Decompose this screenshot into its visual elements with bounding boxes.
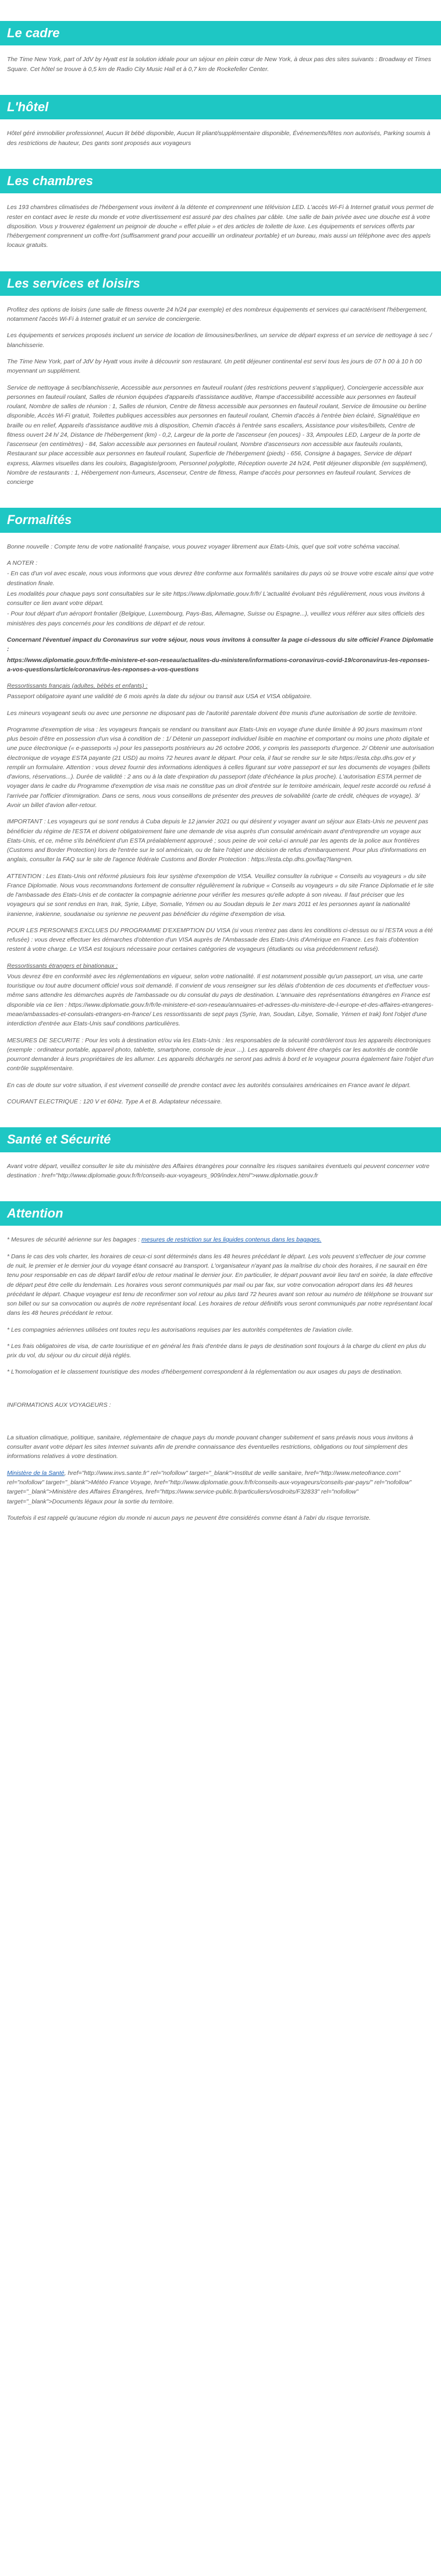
services-paragraph-3: The Time New York, part of JdV by Hyatt vous invite à découvrir son restaurant. Un petit déjeuner continental est servi tous les jours de 07 h 00 à 10 h 00 moyennant un supplément. bbox=[7, 358, 422, 375]
hotel-paragraph: Hôtel géré immobilier professionnel, Aucun lit bébé disponible, Aucun lit pliant/supplémentaire disponible, Événements/fêtes non autorisés, Parking soumis à des restrictions de hauteur, Des gants sont proposés aux voyageurs bbox=[7, 130, 431, 147]
formalites-etrangers-heading: Ressortissants étrangers et binationaux : bbox=[7, 962, 118, 969]
formalites-important-cuba: IMPORTANT : Les voyageurs qui se sont rendus à Cuba depuis le 12 janvier 2021 ou qui désirent y voyager avant un séjour aux Etats-Unis ne peuvent pas bénéficier du régime de l'ESTA et doivent obligatoirement faire une demande de visa auprès d'un consulat américain avant d'entreprendre un voyage aux Etats-Unis, et ce, même s'ils bénéficient d'un ESTA préalablement approuvé ; sous peine de voir celui-ci annulé par les agents de la police aux frontières (Customs and Border Protection) lors de l'entrée sur le sol américain, ou de faire l'objet une décision de refus d'embarquement. Pour plus d'informations en anglais, consulter la FAQ sur le site de l'agence fédérale Customs and Border Protection : https://esta.cbp.dhs.gov/faq?lang=en. bbox=[7, 818, 428, 864]
section-title-formalites: Formalités bbox=[0, 508, 441, 532]
formalites-coronavirus-link: https://www.diplomatie.gouv.fr/fr/le-ministere-et-son-reseau/actualites-du-ministere/informations-coronavirus-covid-19/coronavirus-les-reponses-a-vos-questions/article/coronavirus-les-reponses-a-vos-questions bbox=[7, 656, 430, 673]
attention-compagnies: * Les compagnies aériennes utilisées ont toutes reçu les autorisations requises par les autorités compétentes de l'aviation civile. bbox=[7, 1326, 353, 1333]
formalites-mineurs: Les mineurs voyageant seuls ou avec une personne ne disposant pas de l'autorité parentale doivent être munis d'une autorisation de sortie de territoire. bbox=[7, 709, 418, 717]
chambres-paragraph: Les 193 chambres climatisées de l'hébergement vous invitent à la détente et comprennent une télévision LED. L'accès Wi-Fi à Internet gratuit vous permet de rester en contact avec le reste du monde et votre divertissement est assuré par des chaînes par câble. Une salle de bain privée avec une douche est à votre disposition. Vous y trouverez également un peignoir de douche « effet pluie » et des articles de toilette de luxe. Les équipements et services offerts par l'hébergement comprennent un coffre-fort (suffisamment grand pour accueillir un ordinateur portable) et un bureau, mais aussi un téléphone avec des appels locaux gratuits. bbox=[7, 204, 434, 249]
section-title-services: Les services et loisirs bbox=[0, 271, 441, 296]
section-title-chambres: Les chambres bbox=[0, 169, 441, 193]
attention-bagages-prefix: * Mesures de sécurité aérienne sur les bagages : bbox=[7, 1236, 142, 1244]
attention-sites-rest: , href="http://www.invs.sante.fr" rel="nofollow" target="_blank">Institut de veille sanitaire, href="http://www.meteofrance.com" rel="nofollow" target="_blank">Météo France Voyage, href="http://www.diplomatie.gouv.fr/fr/conseils-aux-voyageurs/conseils-par-pays/" rel="nofollow" target="_blank">Ministère des Affaires Étrangères, href="https://www.service-public.fr/particuliers/vosdroits/F32833" rel="nofollow" target="_blank">Documents légaux pour la sortie du territoire. bbox=[7, 1469, 412, 1505]
liquides-restriction-link[interactable]: mesures de restriction sur les liquides contenus dans les bagages. bbox=[141, 1236, 322, 1244]
formalites-paragraph-1: Bonne nouvelle : Compte tenu de votre nationalité française, vous pouvez voyager librement aux Etats-Unis, quel que soit votre schéma vaccinal. bbox=[7, 543, 400, 550]
services-paragraph-2: Les équipements et services proposés incluent un service de location de limousines/berlines, un service de départ express et un service de nettoyage à sec / blanchisserie. bbox=[7, 332, 432, 349]
formalites-note-aeroport: - Pour tout départ d'un aéroport frontalier (Belgique, Luxembourg, Pays-Bas, Allemagne, Suisse ou Espagne...), veuillez vous référer aux sites officiels des ministères des pays concernés pour les conditions de départ et de retour. bbox=[7, 610, 425, 627]
attention-bagages bbox=[7, 1235, 434, 1244]
formalites-mesures-securite: MESURES DE SECURITE : Pour les vols à destination et/ou via les Etats-Unis : les responsables de la sécurité contrôleront tous les appareils électroniques (exemple : ordinateur portable, appareil photo, tablette, smartphone, console de jeux ...). Les appareils doivent être chargés car les autorités de contrôle pourront demander à leurs propriétaires de les allumer. Les appareils déchargés ne seront pas admis à bord et le voyageur pourra également faire l'objet d'un contrôle supplémentaire. bbox=[7, 1036, 434, 1073]
section-services bbox=[0, 271, 441, 487]
attention-frais-obligatoires: * Les frais obligatoires de visa, de carte touristique et en général les frais d'entrée dans le pays de destination sont toujours à la charge du client en plus du prix du vol, du séjour ou du circuit déjà réglés. bbox=[7, 1342, 426, 1360]
formalites-doute: En cas de doute sur votre situation, il est vivement conseillé de prendre contact avec les autorités consulaires américaines en France avant le départ. bbox=[7, 1081, 411, 1089]
sante-paragraph: Avant votre départ, veuillez consulter le site du ministère des Affaires étrangères pour connaître les risques sanitaires éventuels qui peuvent concerner votre destination : href="http://www.diplomatie.gouv.fr/fr/conseils-aux-voyageurs_909/index.html">www.diplomatie.gouv.fr bbox=[7, 1162, 430, 1179]
formalites-courant-electrique: COURANT ELECTRIQUE : 120 V et 60Hz. Type A et B. Adaptateur nécessaire. bbox=[7, 1098, 222, 1105]
formalites-personnes-exclues: POUR LES PERSONNES EXCLUES DU PROGRAMME D'EXEMPTION DU VISA (si vous n'entrez pas dans les conditions ci-dessus ou si l'ESTA vous a été refusée) : vous devez effectuer les démarches d'obtention d'un VISA auprès de l'Ambassade des Etats-Unis d'Amérique en France. Les frais d'obtention restent à votre charge. Le VISA est toujours nécessaire pour certaines catégories de voyageurs (étudiants ou visa précédemment refusé). bbox=[7, 926, 433, 953]
formalites-etrangers-text: Vous devrez être en conformité avec les réglementations en vigueur, selon votre nationalité. Il est notamment possible qu'un passeport, un visa, une carte touristique ou tout autre document officiel vous soit demandé. Il convient de vous renseigner sur les délais d'obtention de ces documents et d'effectuer vous-même sans attendre les démarches auprès de l'ambassade ou du consulat du pays de destination. L'annuaire des représentations étrangères en France est disponible via ce lien : https://www.diplomatie.gouv.fr/fr/le-ministere-et-son-reseau/annuaires-et-adresses-du-ministere-de-l-europe-et-des-affaires-etrangeres-meae/ambassades-et-consulats-etrangers-en-france/ Les ressortissants de sept pays (Syrie, Iran, Soudan, Libye, Somalie, Yémen et Irak) font l'objet d'une interdiction d'entrée aux Etats-Unis sauf conditions particulières. bbox=[7, 972, 433, 1028]
ministere-sante-link[interactable]: Ministère de la Santé bbox=[7, 1469, 65, 1477]
formalites-note-escale: - En cas d'un vol avec escale, nous vous informons que vous devrez être conforme aux formalités sanitaires du pays où se trouve votre escale ainsi que votre destination finale. bbox=[7, 570, 434, 587]
formalites-attention-reforme: ATTENTION : Les Etats-Unis ont réformé plusieurs fois leur système d'exemption de VISA. Veuillez consulter la rubrique « Conseils au voyageurs » du site France Diplomatie. Nous vous recommandons fortement de consulter régulièrement la rubrique « Conseils au voyageurs » du site France Diplomatie et le site de l'ambassade des Etats-Unis et de contacter la compagnie aérienne pour vérifier les mesures qu'elle adopte à son niveau. Il faut préciser que les voyageurs qui se sont rendus en Iran, Irak, Syrie, Libye, Somalie, Yémen ou au Soudan depuis le 1er mars 2011 et les personnes ayant la nationalité iranienne, irakienne, soudanaise ou syrienne ne peuvent pas bénéficier du régime d'exemption de visa. bbox=[7, 872, 434, 918]
formalites-programme-exemption: Programme d'exemption de visa : les voyageurs français se rendant ou transitant aux Etats-Unis en voyage d'une durée limitée à 90 jours maximum n'ont plus besoin d'être en possession d'un visa à condition de : 1/ Détenir un passeport individuel lisible en machine et comportant ou moins une photo digitale et une puce électronique (« e-passeports ») pour les passeports postérieurs au 26 octobre 2006, y compris les passeports d'urgence. 2/ Obtenir une autorisation électronique de voyage ESTA payante (21 USD) au moins 72 heures avant le départ. Pour cela, il faut se rendre sur le site https://esta.cbp.dhs.gov et y remplir un formulaire. Attention : vous devez fournir des informations identiques à celles figurant sur votre passeport et sur les documents de voyages (billets d'avions, réservations...). Durée de validité : 2 ans ou à la date d'expiration du passeport (date d'échéance la plus proche). L'autorisation ESTA permet de voyager dans le cadre du Programme d'exemption de visa mais ne constitue pas un droit d'entrée sur le territoire américain, lequel reste accordé ou refusé à l'arrivée par l'officier d'immigration. Dans ce sens, nous vous conseillons de présenter des preuves de solvabilité (carte de crédit, chèques de voyage). 3/ Avoir un billet d'avion aller-retour. bbox=[7, 726, 434, 809]
formalites-note-modalites: Les modalités pour chaque pays sont consultables sur le site https://www.diplomatie.gouv.fr/fr/ L'actualité évoluant très régulièrement, nous vous invitons à consulter ce lien avant votre départ. bbox=[7, 590, 425, 607]
formalites-ressortissants-text: Passeport obligatoire ayant une validité de 6 mois après la date du séjour ou transit aux USA et VISA obligatoire. bbox=[7, 693, 312, 700]
attention-informations-heading: INFORMATIONS AUX VOYAGEURS : bbox=[7, 1401, 111, 1409]
section-title-cadre: Le cadre bbox=[0, 21, 441, 45]
section-chambres bbox=[0, 169, 441, 250]
section-title-attention: Attention bbox=[0, 1201, 441, 1226]
section-title-sante: Santé et Sécurité bbox=[0, 1127, 441, 1152]
section-formalites bbox=[0, 508, 441, 1106]
attention-sites-links bbox=[7, 1469, 434, 1506]
formalites-note-heading: A NOTER : bbox=[7, 560, 38, 567]
section-attention bbox=[0, 1201, 441, 1523]
section-title-hotel: L'hôtel bbox=[0, 95, 441, 119]
cadre-paragraph: The Time New York, part of JdV by Hyatt est la solution idéale pour un séjour en plein cœur de New York, à deux pas des sites suivants : Broadway et Times Square. Cet hôtel se trouve à 0,5 km de Radio City Music Hall et à 0,7 km de Rockefeller Center. bbox=[7, 56, 431, 73]
services-paragraph-4: Service de nettoyage à sec/blanchisserie, Accessible aux personnes en fauteuil roulant (des restrictions peuvent s'appliquer), Conciergerie accessible aux personnes en fauteuil roulant, Salles de réunion équipées d'appareils d'assistance auditive, Rampe d'accessibilité accessible aux personnes en fauteuil roulant, Nombre de salles de réunion : 1, Salles de réunion, Centre de fitness accessible aux personnes en fauteuil roulant, Service de limousine ou berline disponible, Accès Wi-Fi gratuit, Toilettes publiques accessibles aux personnes en fauteuil roulant, Chemin d'accès à l'entrée bien éclairé, Signalétique en braille ou en relief, Appareils d'assistance auditive mis à disposition, Chemin d'accès à l'entrée sans escaliers, Assistance pour visites/billets, Centre de fitness ouvert 24 h/ 24, Distance de l'hébergement (km) - 0,2, Largeur de la porte de l'ascenseur (en pouces) - 33, Ampoules LED, Largeur de la porte de l'ascenseur (en centimètres) - 84, Salon accessible aux personnes en fauteuil roulant, Nombre d'ascenseurs non accessible aux fauteuils roulants, Restaurant sur place accessible aux personnes en fauteuil roulant, Superficie de l'hébergement (pieds) - 656, Consigne à bagages, Service de départ express, Alarmes visuelles dans les couloirs, Bagagiste/groom, Personnel polyglotte, Réception ouverte 24 h/24, Petit déjeuner disponible (en supplément), Nombre de restaurants : 1, Hébergement non-fumeurs, Ascenseur, Centre de fitness, Rampe d'accès pour personnes en fauteuil roulant, Services de concierge bbox=[7, 384, 428, 486]
section-hotel bbox=[0, 95, 441, 148]
services-paragraph-1: Profitez des options de loisirs (une salle de fitness ouverte 24 h/24 par exemple) et des nombreux équipements et services qui caractérisent l'hébergement, notamment l'accès Wi-Fi à Internet gratuit et un service de conciergerie. bbox=[7, 306, 428, 323]
section-sante bbox=[0, 1127, 441, 1180]
formalites-coronavirus-intro: Concernant l'éventuel impact du Coronavirus sur votre séjour, nous vous invitons à consulter la page ci-dessous du site officiel France Diplomatie : bbox=[7, 636, 433, 653]
attention-homologation: * L'homologation et le classement touristique des modes d'hébergement correspondent à la réglementation ou aux usages du pays de destination. bbox=[7, 1368, 403, 1376]
formalites-ressortissants-heading: Ressortissants français (adultes, bébés et enfants) : bbox=[7, 682, 148, 690]
attention-terrorisme: Toutefois il est rappelé qu'aucune région du monde ni aucun pays ne peuvent être considérés comme étant à l'abri du risque terroriste. bbox=[7, 1514, 371, 1521]
section-cadre bbox=[0, 21, 441, 74]
attention-vols-charter: * Dans le cas des vols charter, les horaires de ceux-ci sont déterminés dans les 48 heures précédant le départ. Les vols peuvent s'effectuer de jour comme de nuit, le premier et le dernier jour du voyage étant consacré au transport. L'organisateur n'ayant pas la maîtrise du choix des horaires, il ne saurait en être tenu pour responsable en cas de départ tardif et/ou de retour matinal le dernier jour. En particulier, le départ pouvant avoir lieu tard en soirée, la date effective de départ peut être celle du lendemain. Les horaires vous seront communiqués par mail ou par fax, sur votre convocation aéroport dans les 48 heures précédant le départ. Chaque voyageur est tenu de reconfirmer son vol retour au plus tard 72 heures avant son retour au numéro de téléphone se trouvant sur son billet ou sur sa convocation ou auprès de notre représentant local. Les horaires de retour définitifs vous seront communiqués par notre représentant local dans les 48 heures précédant le retour. bbox=[7, 1252, 433, 1317]
attention-situation: La situation climatique, politique, sanitaire, réglementaire de chaque pays du monde pouvant changer subitement et sans préavis nous vous invitons à consulter avant votre départ les sites Internet suivants afin de prendre connaissance des éventuelles restrictions, obligations ou tout simplement des informations relatives à votre destination. bbox=[7, 1434, 414, 1460]
